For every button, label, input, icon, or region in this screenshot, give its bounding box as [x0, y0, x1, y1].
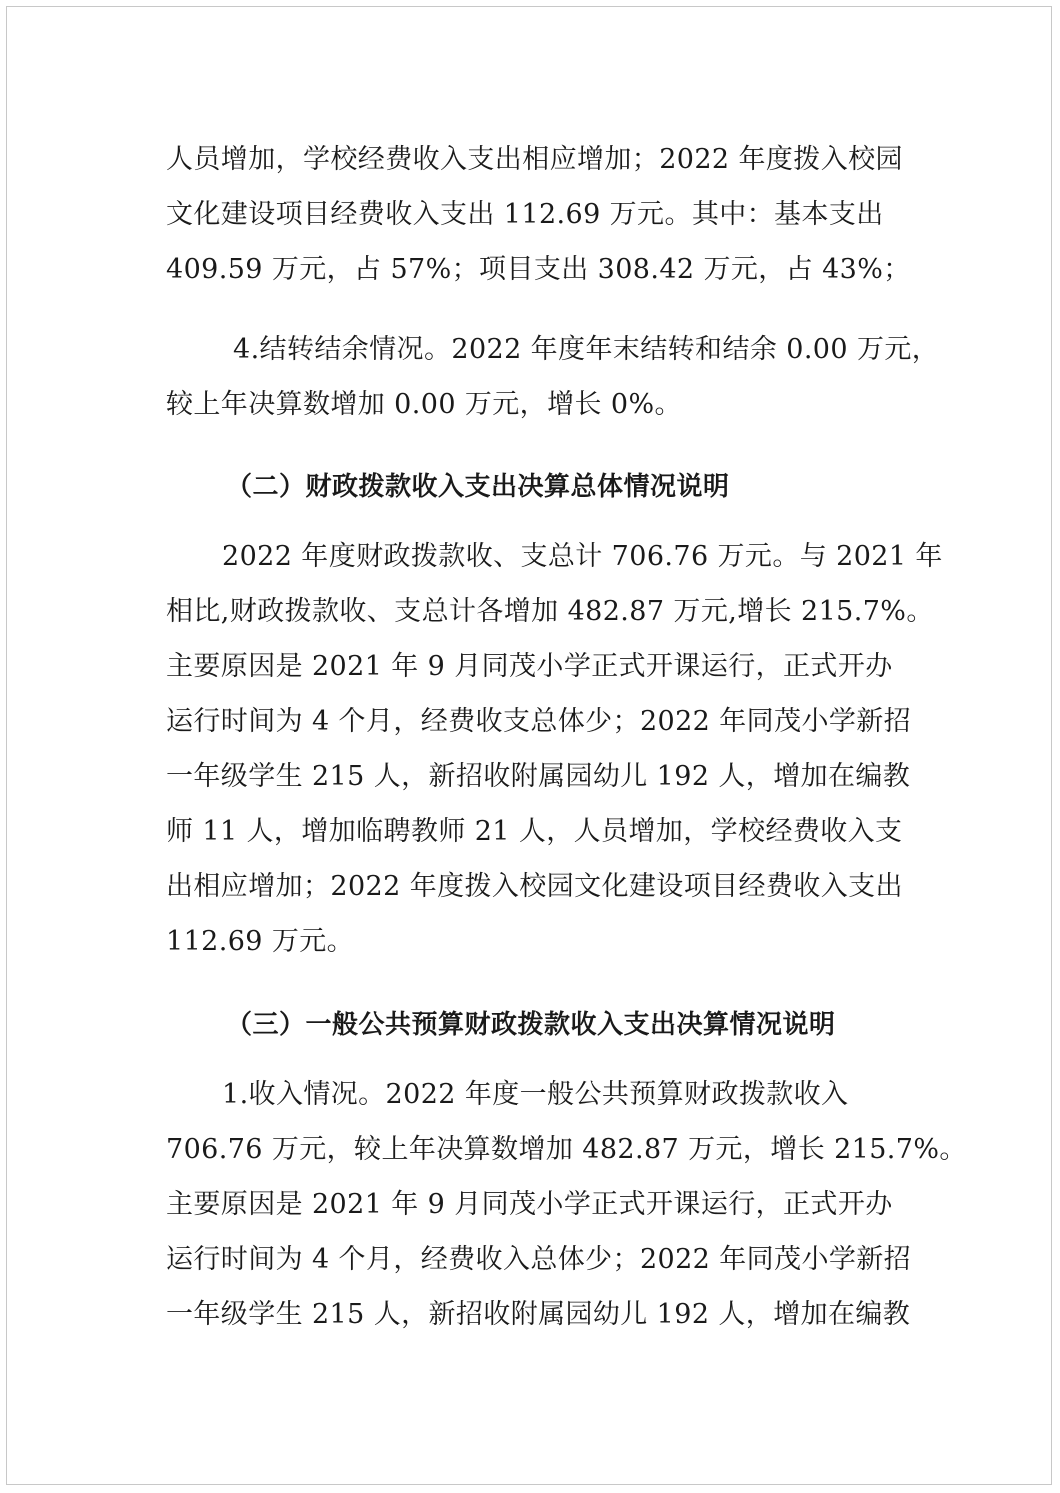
paragraph-4-line-5: 一年级学生 215 人，新招收附属园幼儿 192 人，增加在编教: [166, 1299, 911, 1330]
paragraph-2-line-1: 4.结转结余情况。2022 年度年末结转和结余 0.00 万元，: [233, 334, 940, 365]
section-heading-2: （二）财政拨款收入支出决算总体情况说明: [226, 472, 730, 502]
paragraph-3-line-4: 运行时间为 4 个月，经费收支总体少；2022 年同茂小学新招: [166, 706, 912, 737]
paragraph-4-line-2: 706.76 万元，较上年决算数增加 482.87 万元，增长 215.7%。: [166, 1134, 967, 1165]
paragraph-3-line-5: 一年级学生 215 人，新招收附属园幼儿 192 人，增加在编教: [166, 761, 911, 792]
paragraph-4-line-3: 主要原因是 2021 年 9 月同茂小学正式开课运行，正式开办: [166, 1189, 893, 1220]
paragraph-4-line-4: 运行时间为 4 个月，经费收入总体少；2022 年同茂小学新招: [166, 1244, 912, 1275]
paragraph-2-line-2: 较上年决算数增加 0.00 万元，增长 0%。: [166, 389, 682, 420]
paragraph-3-line-7: 出相应增加；2022 年度拨入校园文化建设项目经费收入支出: [166, 871, 903, 902]
paragraph-1-line-1: 人员增加，学校经费收入支出相应增加；2022 年度拨入校园: [166, 144, 903, 175]
paragraph-3-line-1: 2022 年度财政拨款收、支总计 706.76 万元。与 2021 年: [222, 541, 943, 572]
paragraph-3-line-3: 主要原因是 2021 年 9 月同茂小学正式开课运行，正式开办: [166, 651, 893, 682]
section-heading-3: （三）一般公共预算财政拨款收入支出决算情况说明: [226, 1010, 836, 1040]
paragraph-4-line-1: 1.收入情况。2022 年度一般公共预算财政拨款收入: [222, 1079, 849, 1110]
paragraph-3-line-6: 师 11 人，增加临聘教师 21 人，人员增加，学校经费收入支: [166, 816, 903, 847]
paragraph-1-line-3: 409.59 万元，占 57%；项目支出 308.42 万元，占 43%；: [166, 254, 911, 285]
paragraph-3-line-8: 112.69 万元。: [166, 926, 355, 957]
paragraph-3-line-2: 相比,财政拨款收、支总计各增加 482.87 万元,增长 215.7%。: [166, 596, 934, 627]
paragraph-1-line-2: 文化建设项目经费收入支出 112.69 万元。其中：基本支出: [166, 199, 884, 230]
